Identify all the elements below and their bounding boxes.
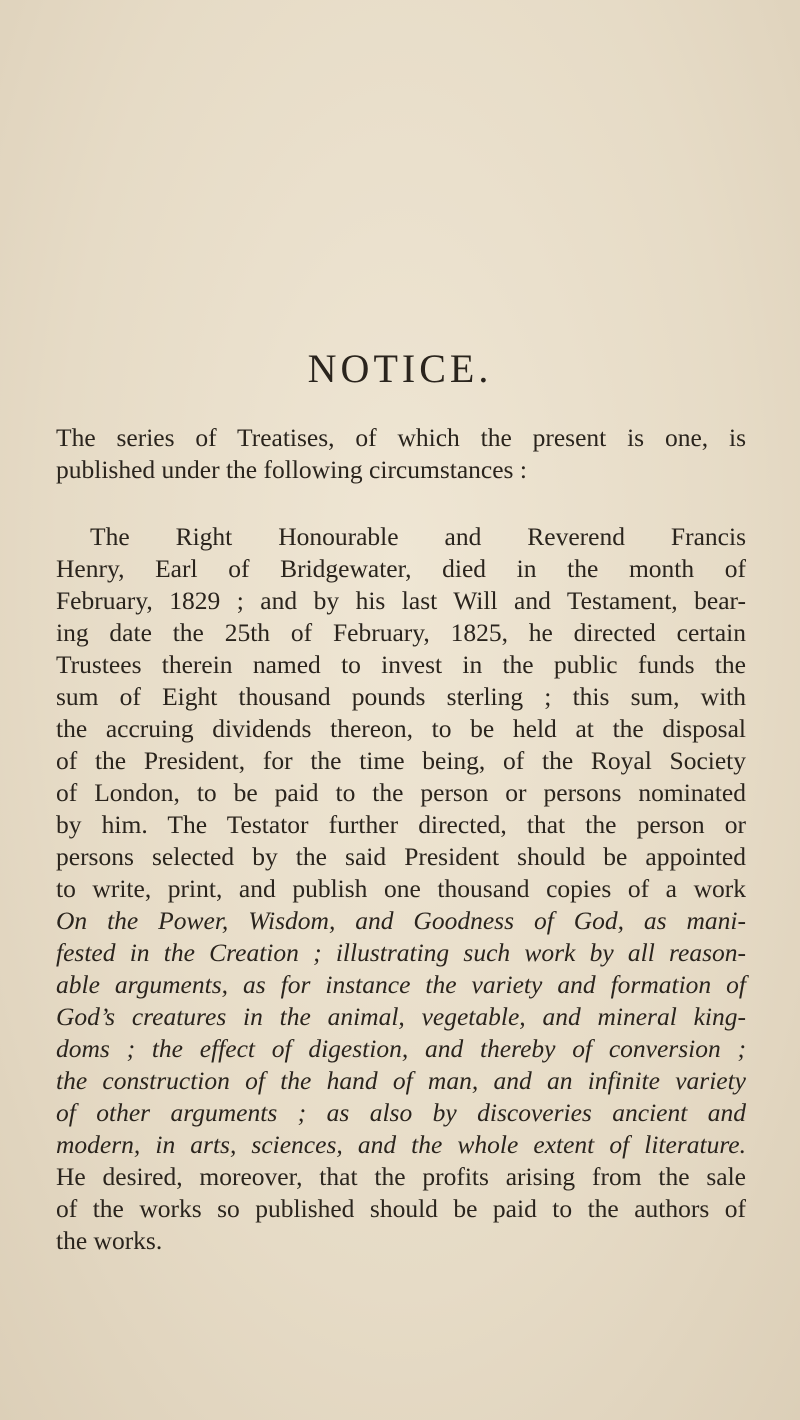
paragraph-line: ing date the 25th of February, 1825, he directed certain <box>56 618 746 647</box>
paragraph-line: On the Power, Wisdom, and Goodness of God, as mani- <box>56 906 746 935</box>
paragraph-line: of the President, for the time being, of the Royal Society <box>56 746 746 775</box>
paragraph-line: published under the following circumstances : <box>56 455 527 484</box>
paragraph-line: the works. <box>56 1226 163 1255</box>
paragraph-line: to write, print, and publish one thousand copies of a work <box>56 874 746 903</box>
paragraph-line: February, 1829 ; and by his last Will and Testament, bear- <box>56 586 746 615</box>
intro-paragraph <box>56 422 746 486</box>
bequest-paragraph <box>56 521 746 1257</box>
paragraph-line: persons selected by the said President should be appointed <box>56 842 746 871</box>
page-title: NOTICE. <box>307 346 493 391</box>
paragraph-line: sum of Eight thousand pounds sterling ; this sum, with <box>56 682 746 711</box>
paragraph-line: of the works so published should be paid to the authors of <box>56 1194 746 1223</box>
paragraph-line: by him. The Testator further directed, that the person or <box>56 810 746 839</box>
paragraph-line: the accruing dividends thereon, to be held at the disposal <box>56 714 746 743</box>
paragraph-line: of other arguments ; as also by discoveries ancient and <box>56 1098 746 1127</box>
paragraph-line: Henry, Earl of Bridgewater, died in the month of <box>56 554 746 583</box>
paragraph-line: doms ; the effect of digestion, and thereby of conversion ; <box>56 1034 746 1063</box>
paragraph-line: The Right Honourable and Reverend Francis <box>90 522 746 551</box>
paragraph-line: Trustees therein named to invest in the public funds the <box>56 650 746 679</box>
paragraph-line: fested in the Creation ; illustrating such work by all reason- <box>56 938 746 967</box>
paragraph-line: modern, in arts, sciences, and the whole extent of literature. <box>56 1130 746 1159</box>
paragraph-line: He desired, moreover, that the profits arising from the sale <box>56 1162 746 1191</box>
paragraph-line: able arguments, as for instance the variety and formation of <box>56 970 746 999</box>
paragraph-line: the construction of the hand of man, and an infinite variety <box>56 1066 746 1095</box>
paragraph-line: of London, to be paid to the person or persons nominated <box>56 778 746 807</box>
paragraph-line: God’s creatures in the animal, vegetable, and mineral king- <box>56 1002 746 1031</box>
paragraph-line: The series of Treatises, of which the present is one, is <box>56 423 746 452</box>
